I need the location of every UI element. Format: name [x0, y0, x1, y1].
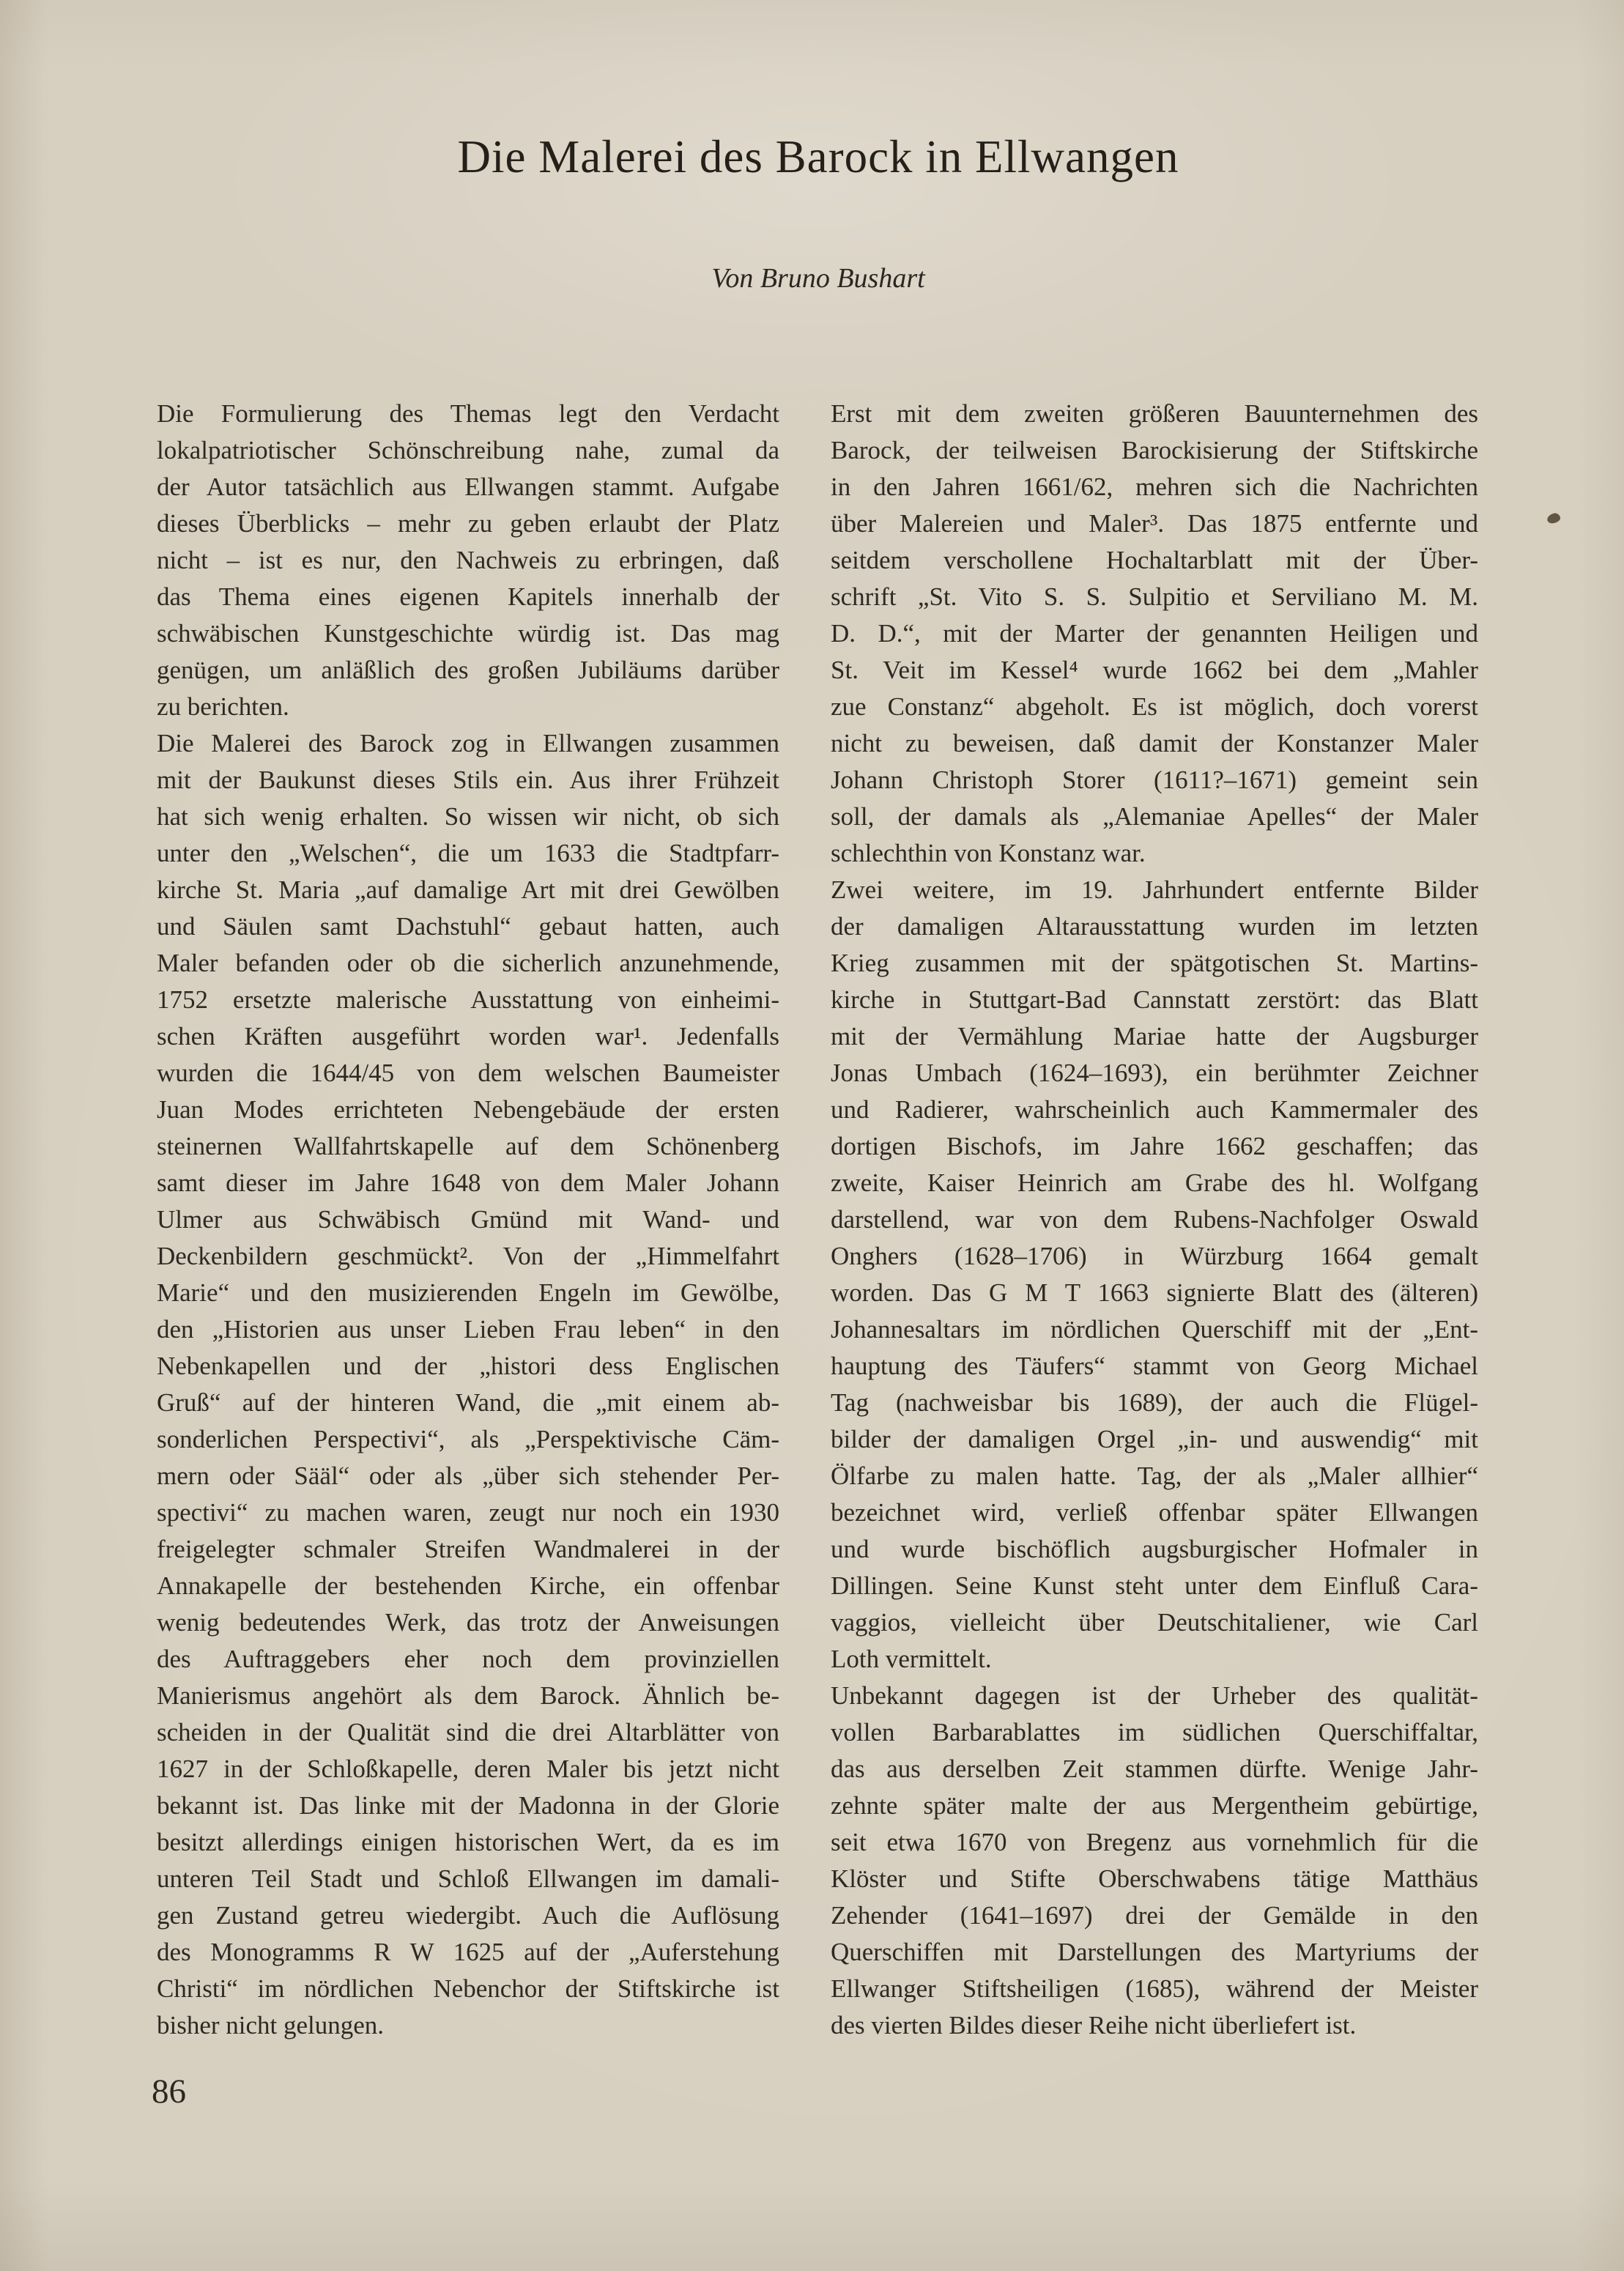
text-line: bilder der damaligen Orgel „in- und auswendig“ mit	[831, 1425, 1478, 1453]
text-line: der damaligen Altarausstattung wurden im letzten	[831, 912, 1478, 941]
text-line: Zwei weitere, im 19. Jahrhundert entfernte Bilder	[831, 875, 1478, 904]
text-line: zue Constanz“ abgeholt. Es ist möglich, doch vorerst	[831, 692, 1478, 721]
text-line: das aus derselben Zeit stammen dürfte. Wenige Jahr-	[831, 1755, 1478, 1783]
text-line: Johann Christoph Storer (1611?–1671) gemeint sein	[831, 766, 1478, 794]
text-line: Klöster und Stifte Oberschwabens tätige Matthäus	[831, 1864, 1478, 1893]
text-line: Zehender (1641–1697) drei der Gemälde in den	[831, 1901, 1478, 1930]
text-column-left	[157, 396, 779, 2044]
text-line: spectivi“ zu machen waren, zeugt nur noch ein 1930	[157, 1498, 779, 1527]
text-line: mern oder Sääl“ oder als „über sich stehender Per-	[157, 1461, 779, 1490]
text-line: in den Jahren 1661/62, mehren sich die Nachrichten	[831, 473, 1478, 501]
ink-speck	[1546, 512, 1562, 525]
text-line: kirche St. Maria „auf damalige Art mit drei Gewölben	[157, 875, 779, 904]
text-line: wurden die 1644/45 von dem welschen Baumeister	[157, 1059, 779, 1087]
text-line: und wurde bischöflich augsburgischer Hofmaler in	[831, 1535, 1478, 1563]
page-number: 86	[152, 2072, 186, 2111]
text-line: Maler befanden oder ob die sicherlich anzunehmende,	[157, 949, 779, 977]
text-line: besitzt allerdings einigen historischen Wert, da es im	[157, 1828, 779, 1856]
text-line: vaggios, vielleicht über Deutschitaliener, wie Carl	[831, 1608, 1478, 1637]
text-line: scheiden in der Qualität sind die drei Altarblätter von	[157, 1718, 779, 1746]
text-line: sonderlichen Perspectivi“, als „Perspektivische Cäm-	[157, 1425, 779, 1453]
text-line: unteren Teil Stadt und Schloß Ellwangen im damali-	[157, 1864, 779, 1893]
text-line: das Thema eines eigenen Kapitels innerhalb der	[157, 582, 779, 611]
text-line: und Radierer, wahrscheinlich auch Kammermaler des	[831, 1095, 1478, 1124]
text-line: Die Formulierung des Themas legt den Verdacht	[157, 399, 779, 428]
text-line: schen Kräften ausgeführt worden war¹. Jedenfalls	[157, 1022, 779, 1051]
text-line: samt dieser im Jahre 1648 von dem Maler Johann	[157, 1168, 779, 1197]
text-line: Johannesaltars im nördlichen Querschiff mit der „Ent-	[831, 1315, 1478, 1344]
text-line: Querschiffen mit Darstellungen des Martyriums der	[831, 1938, 1478, 1966]
text-line: über Malereien und Maler³. Das 1875 entfernte und	[831, 509, 1478, 538]
text-line: seit etwa 1670 von Bregenz aus vornehmlich für die	[831, 1828, 1478, 1856]
text-line: Die Malerei des Barock zog in Ellwangen zusammen	[157, 729, 779, 757]
text-line: genügen, um anläßlich des großen Jubiläums darüber	[157, 656, 779, 684]
text-line: Juan Modes errichteten Nebengebäude der ersten	[157, 1095, 779, 1124]
text-line: schrift „St. Vito S. S. Sulpitio et Serviliano M. M.	[831, 582, 1478, 611]
text-line: bisher nicht gelungen.	[157, 2011, 385, 2040]
text-line: Jonas Umbach (1624–1693), ein berühmter Zeichner	[831, 1059, 1478, 1087]
text-line: des vierten Bildes dieser Reihe nicht überliefert ist.	[831, 2011, 1357, 2040]
text-line: hauptung des Täufers“ stammt von Georg Michael	[831, 1352, 1478, 1380]
text-line: schwäbischen Kunstgeschichte würdig ist. Das mag	[157, 619, 779, 648]
text-line: Erst mit dem zweiten größeren Bauunternehmen des	[831, 399, 1478, 428]
text-line: Deckenbildern geschmückt². Von der „Himmelfahrt	[157, 1242, 779, 1270]
text-line: mit der Baukunst dieses Stils ein. Aus ihrer Frühzeit	[157, 766, 779, 794]
text-line: Dillingen. Seine Kunst steht unter dem Einfluß Cara-	[831, 1571, 1478, 1600]
text-line: D. D.“, mit der Marter der genannten Heiligen und	[831, 619, 1478, 648]
paragraph	[831, 396, 1478, 872]
text-line: zweite, Kaiser Heinrich am Grabe des hl. Wolfgang	[831, 1168, 1478, 1197]
text-line: des Auftraggebers eher noch dem provinziellen	[157, 1645, 779, 1673]
text-line: Tag (nachweisbar bis 1689), der auch die Flügel-	[831, 1388, 1478, 1417]
text-line: Loth vermittelt.	[831, 1645, 992, 1673]
text-line: des Monogramms R W 1625 auf der „Auferstehung	[157, 1938, 779, 1966]
text-line: darstellend, war von dem Rubens-Nachfolger Oswald	[831, 1205, 1478, 1234]
text-line: den „Historien aus unser Lieben Frau leben“ in den	[157, 1315, 779, 1344]
text-line: dortigen Bischofs, im Jahre 1662 geschaffen; das	[831, 1132, 1478, 1160]
text-line: zu berichten.	[157, 692, 289, 721]
text-line: Ulmer aus Schwäbisch Gmünd mit Wand- und	[157, 1205, 779, 1234]
byline: Von Bruno Bushart	[711, 263, 925, 294]
text-line: zehnte später malte der aus Mergentheim gebürtige,	[831, 1791, 1478, 1820]
text-line: Gruß“ auf der hinteren Wand, die „mit einem ab-	[157, 1388, 779, 1417]
text-line: freigelegter schmaler Streifen Wandmalerei in der	[157, 1535, 779, 1563]
page-title: Die Malerei des Barock in Ellwangen	[457, 131, 1179, 182]
text-line: und Säulen samt Dachstuhl“ gebaut hatten, auch	[157, 912, 779, 941]
text-line: nicht zu beweisen, daß damit der Konstanzer Maler	[831, 729, 1478, 757]
text-line: wenig bedeutendes Werk, das trotz der Anweisungen	[157, 1608, 779, 1637]
text-line: Marie“ und den musizierenden Engeln im Gewölbe,	[157, 1278, 779, 1307]
text-line: dieses Überblicks – mehr zu geben erlaubt der Platz	[157, 509, 779, 538]
text-line: Krieg zusammen mit der spätgotischen St. Martins-	[831, 949, 1478, 977]
text-line: 1627 in der Schloßkapelle, deren Maler bis jetzt nicht	[157, 1755, 779, 1783]
text-line: Annakapelle der bestehenden Kirche, ein offenbar	[157, 1571, 779, 1600]
paragraph	[831, 1678, 1478, 2044]
text-line: Ellwanger Stiftsheiligen (1685), während der Meister	[831, 1974, 1478, 2003]
text-line: 1752 ersetzte malerische Ausstattung von einheimi-	[157, 985, 779, 1014]
paragraph	[157, 725, 779, 2044]
text-line: kirche in Stuttgart-Bad Cannstatt zerstört: das Blatt	[831, 985, 1478, 1014]
text-line: Onghers (1628–1706) in Würzburg 1664 gemalt	[831, 1242, 1478, 1270]
text-line: worden. Das G M T 1663 signierte Blatt des (älteren)	[831, 1278, 1478, 1307]
text-line: unter den „Welschen“, die um 1633 die Stadtpfarr-	[157, 839, 779, 867]
text-line: Ölfarbe zu malen hatte. Tag, der als „Maler allhier“	[831, 1461, 1478, 1490]
paragraph	[157, 396, 779, 725]
text-line: Manierismus angehört als dem Barock. Ähnlich be-	[157, 1681, 779, 1710]
text-line: lokalpatriotischer Schönschreibung nahe, zumal da	[157, 436, 779, 464]
text-line: bekannt ist. Das linke mit der Madonna in der Glorie	[157, 1791, 779, 1820]
text-line: steinernen Wallfahrtskapelle auf dem Schönenberg	[157, 1132, 779, 1160]
text-line: nicht – ist es nur, den Nachweis zu erbringen, daß	[157, 546, 779, 574]
text-line: bezeichnet wird, verließ offenbar später Ellwangen	[831, 1498, 1478, 1527]
text-line: gen Zustand getreu wiedergibt. Auch die Auflösung	[157, 1901, 779, 1930]
text-line: Christi“ im nördlichen Nebenchor der Stiftskirche ist	[157, 1974, 779, 2003]
text-line: soll, der damals als „Alemaniae Apelles“ der Maler	[831, 802, 1478, 831]
text-line: hat sich wenig erhalten. So wissen wir nicht, ob sich	[157, 802, 779, 831]
paragraph	[831, 872, 1478, 1678]
text-line: Unbekannt dagegen ist der Urheber des qualität-	[831, 1681, 1478, 1710]
text-column-right	[831, 396, 1478, 2044]
text-line: Barock, der teilweisen Barockisierung der Stiftskirche	[831, 436, 1478, 464]
text-line: der Autor tatsächlich aus Ellwangen stammt. Aufgabe	[157, 473, 779, 501]
text-line: Nebenkapellen und der „histori dess Englischen	[157, 1352, 779, 1380]
text-line: schlechthin von Konstanz war.	[831, 839, 1146, 867]
text-line: St. Veit im Kessel⁴ wurde 1662 bei dem „Mahler	[831, 656, 1478, 684]
text-line: vollen Barbarablattes im südlichen Querschiffaltar,	[831, 1718, 1478, 1746]
text-line: mit der Vermählung Mariae hatte der Augsburger	[831, 1022, 1478, 1051]
text-line: seitdem verschollene Hochaltarblatt mit der Über-	[831, 546, 1478, 574]
